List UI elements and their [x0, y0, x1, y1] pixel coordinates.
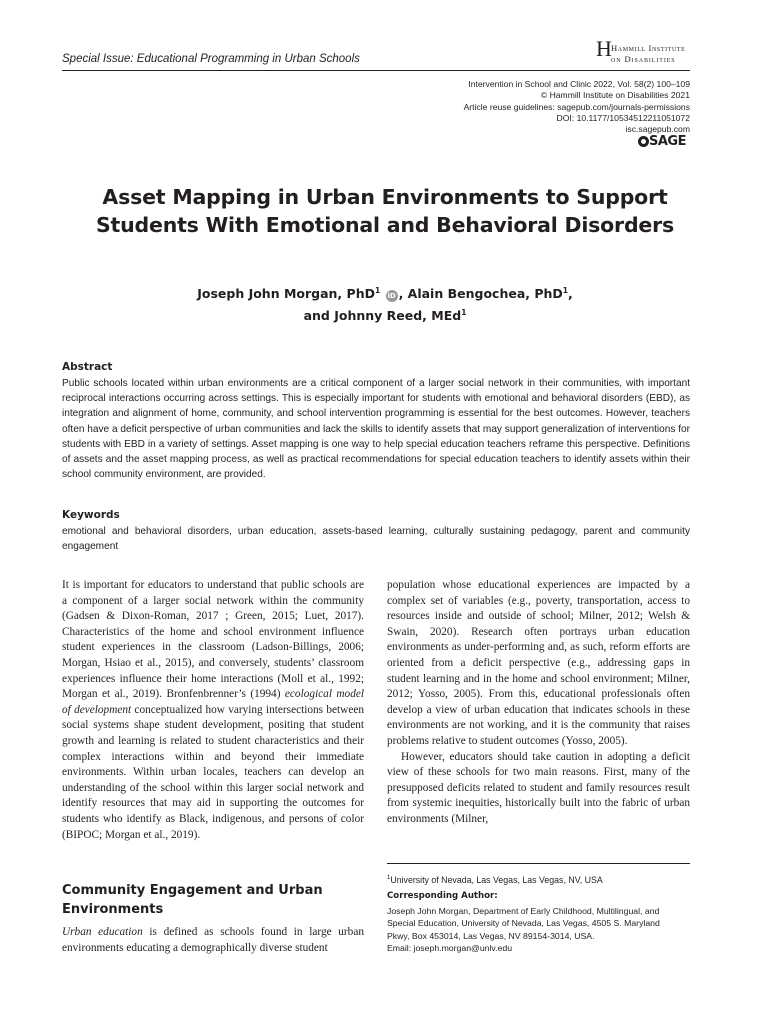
- keywords-text: emotional and behavioral disorders, urban education, assets-based learning, culturally sustaining pedagogy, parent and community engagement: [62, 526, 690, 553]
- journal-url-link[interactable]: isc.sagepub.com: [625, 124, 690, 135]
- body-paragraph: [62, 578, 364, 843]
- copyright-line: © Hammill Institute on Disabilities 2021: [540, 90, 690, 101]
- author-name: and Johnny Reed, MEd: [303, 308, 462, 324]
- special-issue-label: Special Issue: Educational Programming in Urban Schools: [62, 53, 360, 65]
- keywords-heading: Keywords: [62, 509, 120, 521]
- journal-metadata: [464, 79, 690, 135]
- footnote-rule: [387, 863, 690, 864]
- hammill-logo-line1: Hammill Institute: [611, 43, 686, 53]
- affiliation-marker: 1: [461, 308, 467, 318]
- sage-logo-text: SAGE: [649, 134, 686, 149]
- corresponding-line: Joseph John Morgan, Department of Early Childhood, Multilingual, and: [387, 906, 660, 916]
- corresponding-author-details: [387, 905, 690, 955]
- abstract-heading: Abstract: [62, 361, 113, 373]
- corresponding-line: Special Education, University of Nevada, Las Vegas, 4505 S. Maryland: [387, 918, 660, 929]
- section-heading: Community Engagement and Urban Environments: [62, 883, 323, 917]
- body-text: It is important for educators to understand that public schools are a component of a larger social network within the community (Gadsen & Dixon-Roman, 2017 ; Green, 2015; Luet, 2017). Characteristics of the home and school environment influence student experiences in the classroom (Ladson-Billings, 2006; Morgan, Hsiao et al., 2015), and conversely, students’ classroom experiences influence their home interactions (Moll et al., 1992; Morgan et al., 2019). Bronfenbrenner’s (1994): [62, 579, 364, 701]
- corresponding-author-heading: Corresponding Author:: [387, 891, 498, 901]
- author-name: Joseph John Morgan, PhD: [197, 286, 375, 302]
- journal-citation: Intervention in School and Clinic 2022, Vol. 58(2) 100–109: [468, 79, 690, 89]
- body-text: conceptualized how varying intersections between social systems shape student development, positing that student growth and learning is related to student characteristics and their complex interactions within and beyond their immediate environments. Within urban locales, teachers can develop an understanding of the school within this larger social network and identify resources that may aid in supporting the outcomes for students who identify as Black, indigenous, and persons of color (BIPOC; Morgan et al., 2019).: [62, 703, 364, 841]
- affiliation-marker: 1: [387, 875, 391, 881]
- email-link[interactable]: Email: joseph.morgan@unlv.edu: [387, 943, 513, 954]
- article-title: [60, 183, 710, 239]
- right-column: [387, 578, 690, 828]
- corresponding-line: Pkwy, Box 453014, Las Vegas, NV 89154-3014, USA.: [387, 930, 595, 941]
- header-rule: [62, 70, 690, 71]
- doi-link[interactable]: DOI: 10.1177/10534512211051072: [556, 112, 690, 123]
- hammill-logo-line2: on Disabilities: [611, 54, 676, 64]
- affiliation-marker: 1: [562, 286, 569, 295]
- body-paragraph: population whose educational experiences are impacted by a complex set of variables (e.g., poverty, transportation, access to resources inside and outside of school; Milner, 2012; Welsh & Swain, 2020). Research often portrays urban education environments as under-performing and, as such, reform efforts are oriented from a deficit perspective (e.g., addressing gaps in student learning and in the home and school environment; Milner, 2012; Yosso, 2005). From this, educational professionals often develop a view of urban education that indicates schools in these environments are not working, and it is the community that raises problems relative to student outcomes (Yosso, 2005).: [387, 579, 690, 747]
- author-list: [60, 281, 710, 325]
- reuse-guidelines-link[interactable]: Article reuse guidelines: sagepub.com/journals-permissions: [463, 101, 690, 112]
- body-text: is defined as schools found in large urban environments educating a demographically diverse student: [62, 926, 364, 954]
- abstract-text: Public schools located within urban environments are a critical component of a larger social network in their communities, with important reciprocal interactions occurring across settings. This is especially important for students with emotional and behavioral disorders (EBD), as integration and alignment of home, community, and school intervention programming is essential for the best outcomes. However, teachers often have a deficit perspective of urban communities and lack the skills to identify assets that may support generalization of interventions for students with EBD in a variety of settings. Asset mapping is one way to help special education teachers reframe this perspective. Definitions of assets and the asset mapping process, as well as practical recommendations for special education teachers to identify assets within their school community environment, are provided.: [62, 378, 690, 481]
- emphasis-text: ecological model of development: [62, 688, 365, 716]
- section-paragraph: [62, 925, 364, 956]
- sage-logo-mark-icon: [638, 136, 649, 147]
- hammill-logo-letter: H: [596, 36, 612, 61]
- sage-logo: [638, 135, 690, 150]
- article-title-line2: Students With Emotional and Behavioral Disorders: [95, 213, 675, 237]
- hammill-institute-logo: [596, 36, 696, 64]
- author-name: , Alain Bengochea, PhD: [398, 286, 563, 302]
- body-paragraph: However, educators should take caution in adopting a deficit view of these schools for two main reasons. First, many of the presupposed deficits related to student and family resources result from systemic inequities, historically built into the fabric of urban environments (Milner,: [387, 750, 690, 825]
- affiliation-footnote: [387, 872, 603, 886]
- affiliation-text: University of Nevada, Las Vegas, Las Vegas, NV, USA: [390, 874, 603, 885]
- author-separator: ,: [568, 286, 573, 302]
- article-title-line1: Asset Mapping in Urban Environments to Support: [102, 185, 668, 209]
- affiliation-marker: 1: [374, 286, 381, 295]
- left-column: [62, 578, 364, 843]
- orcid-icon[interactable]: iD: [387, 292, 396, 301]
- emphasis-text: Urban education: [62, 926, 143, 938]
